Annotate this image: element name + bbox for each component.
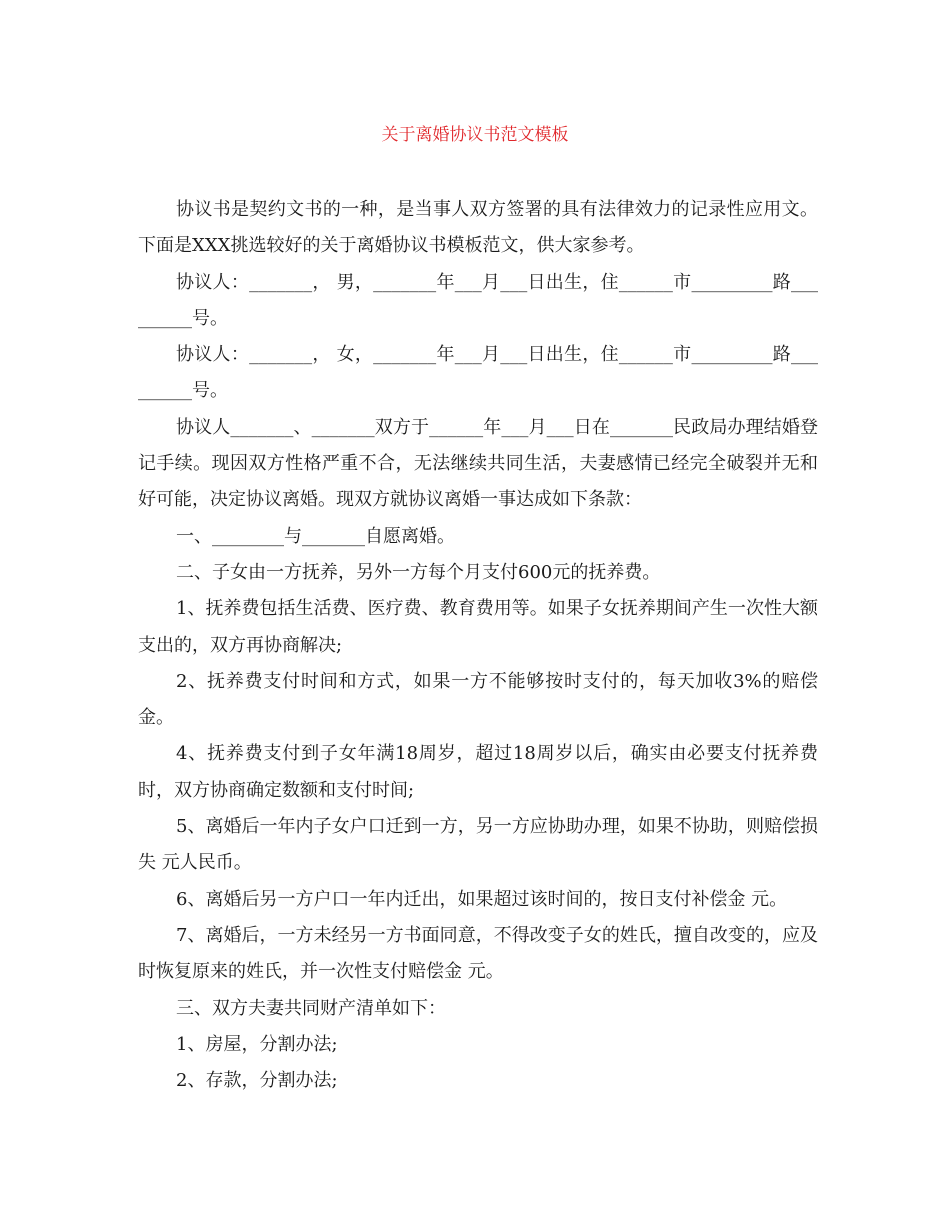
- paragraph-clause-3-item-2: 2、存款，分割办法;: [176, 1070, 338, 1092]
- document-body: [138, 192, 818, 1099]
- paragraph-clause-2-item-6: 6、离婚后另一方户口一年内迁出，如果超过该时间的，按日支付补偿金 元。: [176, 888, 788, 910]
- paragraph-clause-2-item-2: 2、抚养费支付时间和方式，如果一方不能够按时支付的，每天加收3%的赔偿金。: [138, 670, 818, 729]
- paragraph-clause-2-item-1: 1、抚养费包括生活费、医疗费、教育费用等。如果子女抚养期间产生一次性大额支出的，双方再协商解决;: [138, 598, 818, 656]
- paragraph-clause-2-item-5: 5、离婚后一年内子女户口迁到一方，另一方应协助办理，如果不协助，则赔偿损失 元人民币。: [138, 816, 818, 874]
- paragraph-clause-2: 二、子女由一方抚养，另外一方每个月支付600元的抚养费。: [176, 561, 661, 583]
- document-title: 关于离婚协议书范文模板: [381, 125, 569, 145]
- paragraph-marriage-registration: 协议人_______、_______双方于______年___月___日在_______民政局办理结婚登记手续。现因双方性格严重不合，无法继续共同生活，夫妻感情已经完全破裂并无和好可能，决定协议离婚。现双方就协议离婚一事达成如下条款：: [138, 416, 818, 511]
- paragraph-clause-3-item-1: 1、房屋，分割办法;: [176, 1033, 338, 1055]
- paragraph-clause-2-item-7: 7、离婚后，一方未经另一方书面同意，不得改变子女的姓氏，擅自改变的，应及时恢复原来的姓氏，并一次性支付赔偿金 元。: [138, 924, 818, 983]
- paragraph-party-female: 协议人：_______， 女，_______年___月___日出生，住______市_________路_________号。: [138, 344, 818, 402]
- paragraph-clause-1: 一、________与_______自愿离婚。: [176, 525, 455, 547]
- paragraph-clause-3: 三、双方夫妻共同财产清单如下：: [176, 997, 446, 1019]
- paragraph-clause-2-item-4: 4、抚养费支付到子女年满18周岁，超过18周岁以后，确实由必要支付抚养费时，双方协商确定数额和支付时间;: [138, 743, 818, 801]
- paragraph-party-male: 协议人：_______， 男，_______年___月___日出生，住______市_________路_________号。: [138, 271, 818, 329]
- paragraph-intro: 协议书是契约文书的一种，是当事人双方签署的具有法律效力的记录性应用文。下面是XXX挑选较好的关于离婚协议书模板范文，供大家参考。: [138, 199, 818, 257]
